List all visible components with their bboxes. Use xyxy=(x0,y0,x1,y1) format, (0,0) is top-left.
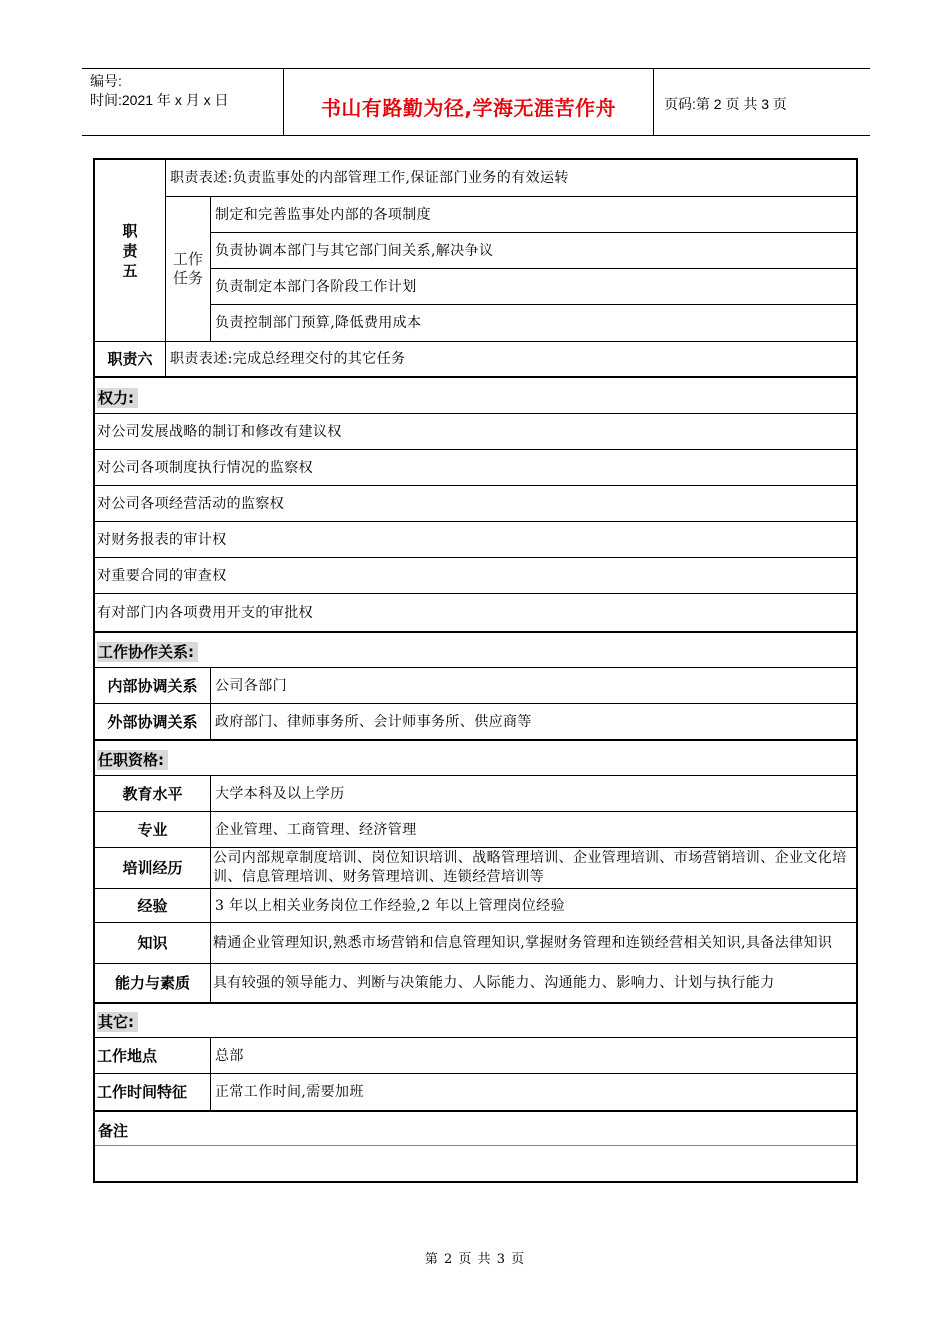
authority-section-title: 权力: xyxy=(97,388,138,408)
authority-item: 对重要合同的审查权 xyxy=(97,567,227,584)
knowledge-label: 知识 xyxy=(137,934,168,952)
header-page-info: 页码:第 2 页 共 3 页 xyxy=(664,96,787,112)
external-coordination-label: 外部协调关系 xyxy=(107,712,198,731)
job-description-form xyxy=(93,158,858,1183)
ability-label: 能力与素质 xyxy=(114,974,190,992)
other-section-title: 其它: xyxy=(97,1012,138,1032)
work-location-value: 总部 xyxy=(215,1047,244,1064)
major-value: 企业管理、工商管理、经济管理 xyxy=(215,821,417,838)
training-value: 公司内部规章制度培训、岗位知识培训、战略管理培训、企业管理培训、市场营销培训、企业文化培训、信息管理培训、财务管理培训、连锁经营培训等 xyxy=(213,850,847,885)
work-hours-value: 正常工作时间,需要加班 xyxy=(215,1084,364,1100)
ability-value: 具有较强的领导能力、判断与决策能力、人际能力、沟通能力、影响力、计划与执行能力 xyxy=(213,974,775,991)
remarks-value xyxy=(99,1146,849,1179)
education-value: 大学本科及以上学历 xyxy=(215,785,345,802)
major-label: 专业 xyxy=(137,820,168,839)
duty-six-description: 职责表述:完成总经理交付的其它任务 xyxy=(170,351,406,367)
duty-six-label: 职责六 xyxy=(107,350,153,368)
experience-label: 经验 xyxy=(137,896,168,915)
task-item: 负责协调本部门与其它部门间关系,解决争议 xyxy=(215,242,494,259)
training-label: 培训经历 xyxy=(122,859,183,877)
duty-five-label: 职 责 五 xyxy=(122,221,138,280)
authority-item: 对财务报表的审计权 xyxy=(97,531,227,548)
internal-coordination-label: 内部协调关系 xyxy=(107,676,198,695)
page-header xyxy=(82,68,870,136)
remarks-section-title: 备注 xyxy=(98,1122,129,1140)
work-hours-label: 工作时间特征 xyxy=(97,1083,188,1101)
document-time-label: 时间:2021 年 x 月 x 日 xyxy=(90,92,229,108)
cooperation-section-title: 工作协作关系: xyxy=(97,642,198,662)
qualification-section-title: 任职资格: xyxy=(97,750,168,770)
education-label: 教育水平 xyxy=(122,784,183,803)
header-divider xyxy=(653,69,654,136)
knowledge-value: 精通企业管理知识,熟悉市场营销和信息管理知识,掌握财务管理和连锁经营相关知识,具备法律知识 xyxy=(213,934,833,951)
experience-value: 3 年以上相关业务岗位工作经验,2 年以上管理岗位经验 xyxy=(215,897,565,914)
authority-item: 有对部门内各项费用开支的审批权 xyxy=(97,604,313,621)
internal-coordination-value: 公司各部门 xyxy=(215,677,287,694)
external-coordination-value: 政府部门、律师事务所、会计师事务所、供应商等 xyxy=(215,713,532,730)
document-number-label: 编号: xyxy=(90,73,122,89)
task-item: 负责控制部门预算,降低费用成本 xyxy=(215,315,422,331)
authority-item: 对公司发展战略的制订和修改有建议权 xyxy=(97,423,342,440)
authority-item: 对公司各项制度执行情况的监察权 xyxy=(97,459,313,476)
duty-five-description: 职责表述:负责监事处的内部管理工作,保证部门业务的有效运转 xyxy=(170,170,569,186)
header-motto: 书山有路勤为径,学海无涯苦作舟 xyxy=(320,96,617,120)
work-tasks-label: 工作 任务 xyxy=(172,250,203,287)
header-meta xyxy=(90,72,228,110)
task-item: 负责制定本部门各阶段工作计划 xyxy=(215,278,417,295)
page-footer: 第 2 页 共 3 页 xyxy=(424,1252,526,1267)
task-item: 制定和完善监事处内部的各项制度 xyxy=(215,206,431,223)
work-location-label: 工作地点 xyxy=(97,1046,158,1065)
authority-item: 对公司各项经营活动的监察权 xyxy=(97,495,285,512)
